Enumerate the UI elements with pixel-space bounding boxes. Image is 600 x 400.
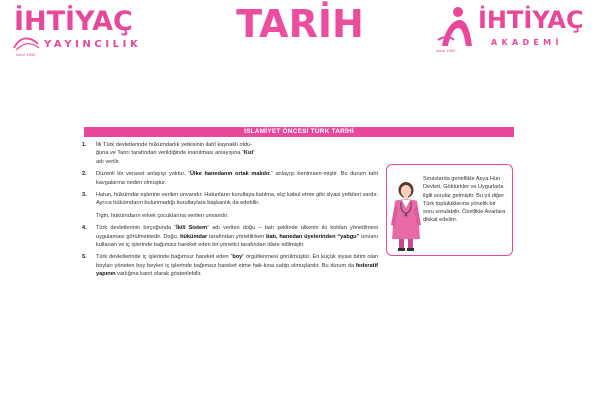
item-number: 1. <box>82 142 87 148</box>
list-item <box>82 141 378 166</box>
item-text: İlk Türk devletlerinde hükümdarlık yetkisinin ilahî kaynaklı oldu- ğuna ve Tanrı tarafından verildiğinde inanılması anlayışına “Kut” adı verilir. <box>96 142 256 165</box>
logo-sub-text: YAYINCILIK <box>44 39 142 50</box>
content-list <box>82 141 378 283</box>
list-item <box>82 224 378 249</box>
item-keyword: boy <box>232 254 243 261</box>
list-item <box>82 191 378 220</box>
logo-since-text: since 1992 <box>16 52 36 57</box>
item-keyword: batı, hanedan üyelerinden “yabgu” <box>266 233 360 240</box>
item-number: 5. <box>82 254 87 261</box>
publisher-logo-left <box>8 6 158 56</box>
item-text: Türk devletlerinde iç işlerinde bağımsız hareket eden “boy” örgütlenmesi görülmüştür. En küçük siyasi birim olan boyları yöneten boy beyleri iç işlerinde bağımsız hareket etme hak-kına sahip olmuşlardır. Bu durum da federatif yapının varlığına kanıt olarak gösterilebilir. <box>96 254 378 278</box>
list-item <box>82 253 378 278</box>
tip-box <box>386 164 513 256</box>
item-number: 4. <box>82 225 87 232</box>
logo-brand-text: İHTİYAÇ <box>478 6 584 34</box>
page-title: TARİH <box>236 2 364 46</box>
akademi-figure-icon <box>436 6 476 50</box>
section-heading: İSLAMİYET ÖNCESİ TÜRK TARİHİ <box>84 127 514 137</box>
list-item <box>82 170 378 187</box>
logo-brand-text: İHTİYAÇ <box>14 6 133 37</box>
item-text: Hatun, hükümdar eşlerine verilen unvandır. Hatunların kurultaya katılma, elçi kabul etme gibi siyasi yetkileri vardır. Ayrıca hükümdarın bulunmadığı kurultaylara başkanlık da edebilir. <box>96 192 378 207</box>
item-keyword: Ülke hanedanın ortak malıdır. <box>190 171 271 178</box>
logo-sub-text: AKADEMİ <box>491 38 563 47</box>
item-number: 3. <box>82 192 87 199</box>
item-keyword: İkili Sistem <box>176 225 208 232</box>
item-note: Tigin, hükümdarın erkek çocuklarına verilen unvandır. <box>96 212 229 219</box>
item-text: Türk devletlerinin birçoğunda “İkili Sistem” adı verilen doğu – batı şeklinde ülkenin iki koldan yönetilmesi uygulaması görülmektedir. Doğu, hükümdar tarafından yönetilirken batı, hanedan üyelerinden “yabgu” unvanı kullanan ve iç işlerinde bağımsız hareket eden bir yönetici tarafından idare edilmiştir. <box>96 225 379 249</box>
item-keyword: hükümdar <box>180 233 208 240</box>
logo-since-text: since 1992 <box>436 48 456 53</box>
teacher-illustration-icon <box>389 181 423 253</box>
tip-text: Sınavlarda genellikle Asya Hun Devleti, Göktürkler ve Uygurlarla ilgili sorular gelmiştir. Bu yıl diğer Türk topluluklarına yönelik bir soru sorulabilir. Özellikle Avarlara dikkat edelim. <box>423 176 506 224</box>
item-keyword: federatif yapının <box>96 262 378 278</box>
item-keyword: Kut <box>243 150 254 157</box>
item-number: 2. <box>82 171 87 178</box>
publisher-logo-right <box>436 6 596 54</box>
item-text: Düzenli bir veraset anlayışı yoktur. “Ülke hanedanın ortak malıdır.” anlayışı benimsen-miştir. Bu durum taht kavgalarına neden olmuştur. <box>96 171 378 186</box>
